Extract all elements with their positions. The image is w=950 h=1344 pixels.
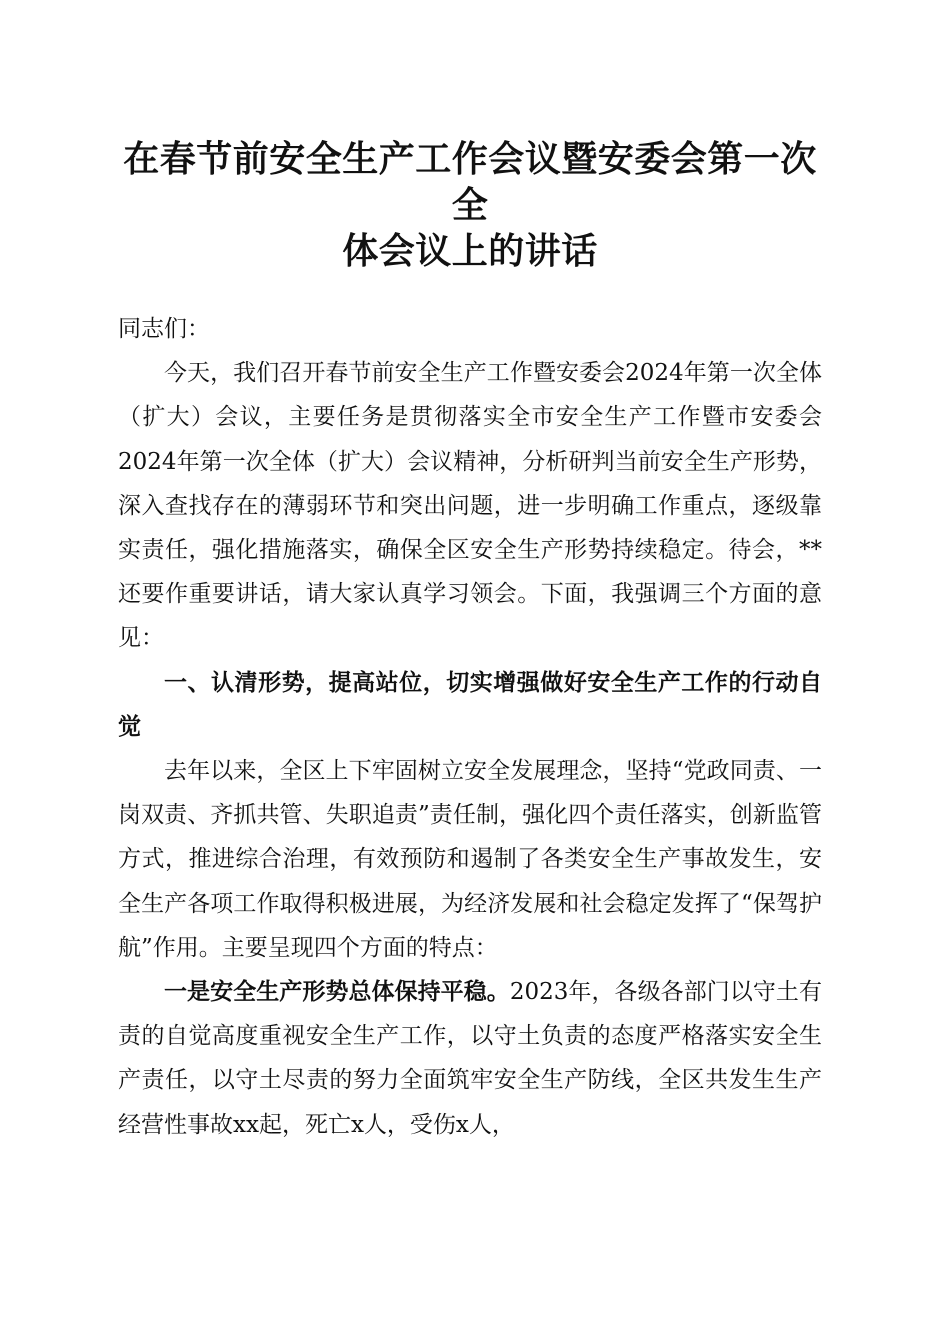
title-line-2: 体会议上的讲话: [342, 230, 598, 272]
paragraph-overview: 去年以来，全区上下牢固树立安全发展理念，坚持“党政同责、一岗双责、齐抓共管、失职追责”责任制，强化四个责任落实，创新监管方式，推进综合治理，有效预防和遏制了各类安全生产事故发生，安全生产各项工作取得积极进展，为经济发展和社会稳定发挥了“保驾护航”作用。主要呈现四个方面的特点：: [118, 758, 822, 961]
document-body: [118, 307, 822, 1147]
section-heading-1: 一、认清形势，提高站位，切实增强做好安全生产工作的行动自觉: [118, 669, 822, 740]
title-line-1: 在春节前安全生产工作会议暨安委会第一次全: [123, 138, 817, 226]
salutation: 同志们：: [118, 316, 210, 342]
point-1-body: 2023年，各级各部门以守土有责的自觉高度重视安全生产工作，以守土负责的态度严格落实安全生产责任，以守土尽责的努力全面筑牢安全生产防线，全区共发生生产经营性事故xx起，死亡x人，受伤x人，: [118, 979, 822, 1138]
point-1-lead: 一是安全生产形势总体保持平稳。: [164, 978, 510, 1006]
paragraph-intro: 今天，我们召开春节前安全生产工作暨安委会2024年第一次全体（扩大）会议，主要任务是贯彻落实全市安全生产工作暨市安委会2024年第一次全体（扩大）会议精神，分析研判当前安全生产形势，深入查找存在的薄弱环节和突出问题，进一步明确工作重点，逐级靠实责任，强化措施落实，确保全区安全生产形势持续稳定。待会，**还要作重要讲话，请大家认真学习领会。下面，我强调三个方面的意见：: [118, 360, 822, 652]
paragraph-point-1: [118, 970, 822, 1147]
document-title: [118, 136, 822, 274]
